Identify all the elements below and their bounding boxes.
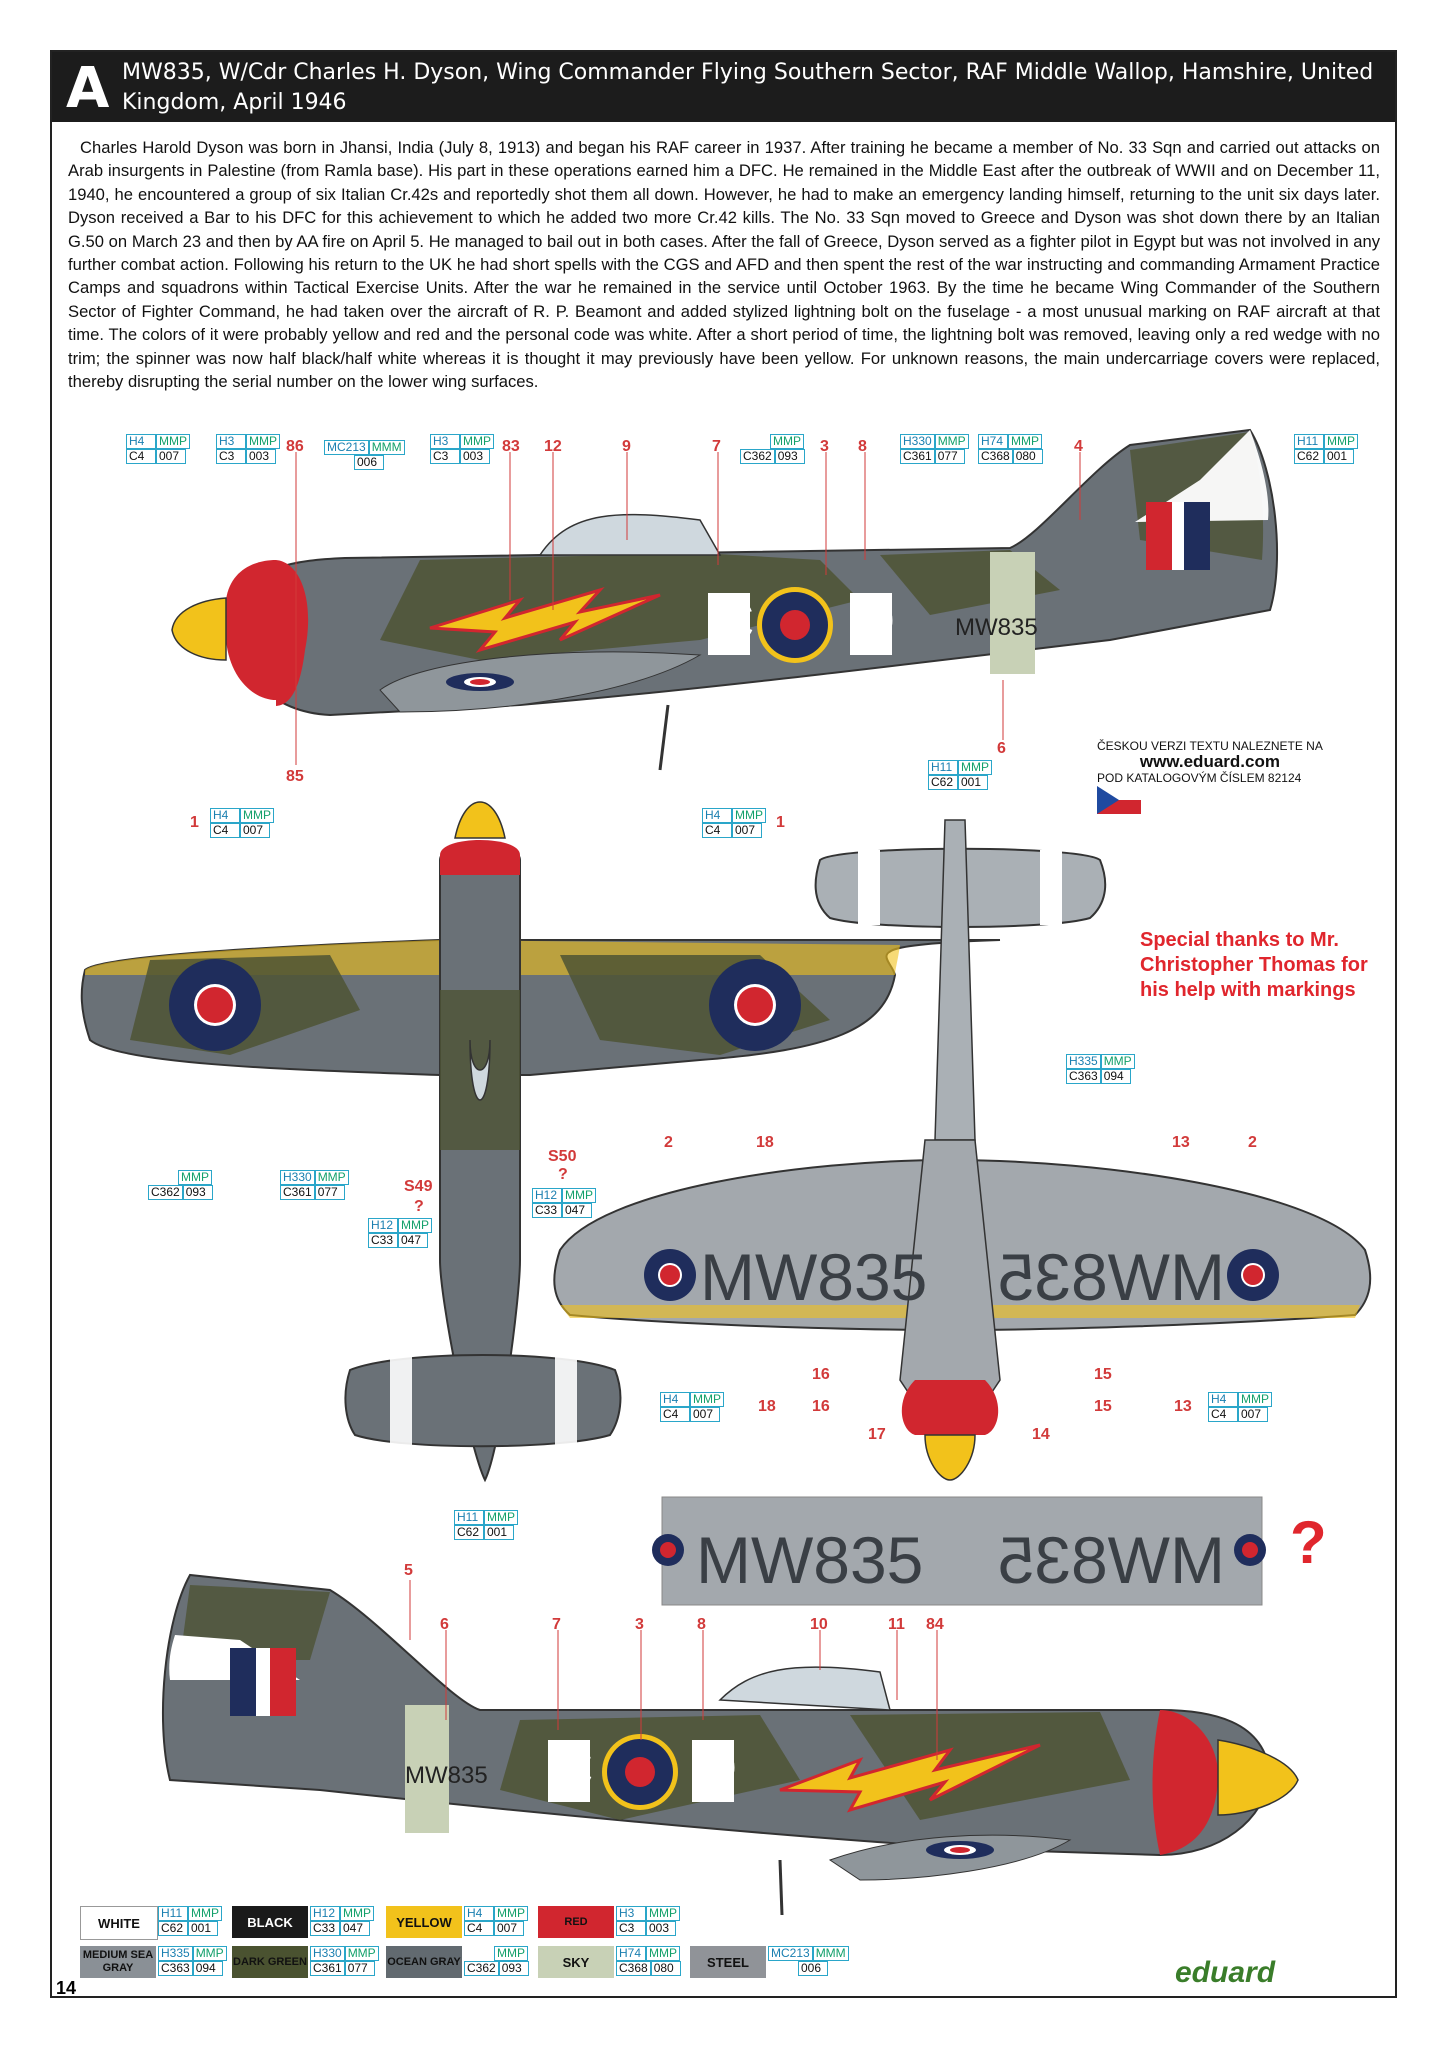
scheme-letter: A: [66, 56, 110, 121]
marking-number: 13: [1174, 1398, 1192, 1415]
marking-number: 14: [1032, 1426, 1050, 1443]
marking-number: 8: [858, 438, 867, 455]
special-thanks: Special thanks to Mr. Christopher Thomas for his help with markings: [1140, 929, 1368, 1001]
marking-number: ?: [414, 1198, 424, 1215]
marking-number: 1: [190, 814, 199, 831]
marking-number: 16: [812, 1398, 830, 1415]
marking-number: 5: [404, 1562, 413, 1579]
marking-number: 6: [997, 740, 1006, 757]
paint-callout: H11 MMP C62 001: [454, 1510, 518, 1540]
marking-number: 15: [1094, 1366, 1112, 1383]
marking-number: S49: [404, 1178, 433, 1195]
fuselage-serial-top: MW835: [955, 614, 1038, 641]
paint-callout: H330 MMP C361 077: [280, 1170, 349, 1200]
underwing-serial-left: MW835: [700, 1240, 928, 1314]
code-letter-left-top: C: [712, 589, 754, 654]
underwing-serial-right: MW835: [997, 1240, 1225, 1314]
marking-number: 12: [544, 438, 562, 455]
paint-callout: H330 MMP C361 077: [900, 434, 969, 464]
marking-number: ?: [558, 1166, 568, 1183]
marking-number: 7: [712, 438, 721, 455]
marking-number: 9: [622, 438, 631, 455]
marking-number: 2: [664, 1134, 673, 1151]
paint-callout: H11 MMP C62 001: [928, 760, 992, 790]
marking-number: S50: [548, 1148, 577, 1165]
code-letter-right-top: D: [853, 589, 895, 654]
strip-serial-right: MW835: [997, 1523, 1225, 1597]
question-mark: ?: [1290, 1509, 1327, 1576]
marking-number: 18: [756, 1134, 774, 1151]
strip-serial-left: MW835: [696, 1523, 924, 1597]
code-letter-right-bottom: D: [695, 1736, 737, 1801]
paint-callout: H4 MMP C4 007: [660, 1392, 724, 1422]
paint-callout: H4 MMP C4 007: [702, 808, 766, 838]
paint-callout: H12 MMP C33 047: [368, 1218, 432, 1248]
marking-number: 3: [820, 438, 829, 455]
paint-callout: H335 MMP C363 094: [1066, 1054, 1135, 1084]
marking-number: 7: [552, 1616, 561, 1633]
paint-callout: MC213 MMM 006: [324, 440, 405, 470]
paint-callout: H3 MMP C3 003: [216, 434, 280, 464]
marking-number: 10: [810, 1616, 828, 1633]
paint-callout: H4 MMP C4 007: [1208, 1392, 1272, 1422]
marking-number: 6: [440, 1616, 449, 1633]
paint-callout: MMP C362 093: [740, 434, 805, 464]
paint-callout: H4 MMP C4 007: [210, 808, 274, 838]
page-number: 14: [56, 1978, 77, 1998]
paint-callout: H11 MMP C62 001: [1294, 434, 1358, 464]
marking-number: 3: [635, 1616, 644, 1633]
marking-number: 84: [926, 1616, 944, 1633]
serial-detail-strip: [652, 1497, 1266, 1605]
marking-number: 86: [286, 438, 304, 455]
eduard-logo: eduard: [1175, 1956, 1276, 1989]
marking-number: 85: [286, 768, 304, 785]
czech-flag-icon: [1097, 786, 1141, 814]
eduard-link[interactable]: www.eduard.com: [1139, 752, 1280, 771]
marking-number: 8: [697, 1616, 706, 1633]
pilot-biography: Charles Harold Dyson was born in Jhansi, India (July 8, 1913) and began his RAF career in 1937. After training he became a member of No. 33 Sqn and carried out attacks on Arab insurgents in Palestine (from Ramla base). His part in these operations earned him a DFC. He remained in the Middle East after the outbreak of WWII and on December 11, 1940, he encountered a group of six Italian Cr.42s and reportedly shot them all down. However, he had to make an emergency landing himself, returning to the unit six days later. Dyson received a Bar to his DFC for this achievement to which he added two more Cr.42 kills. The No. 33 Sqn moved to Greece and Dyson was shot down there by an Italian G.50 on March 23 and then by AA fire on April 5. He managed to bail out in both cases. After the fall of Greece, Dyson served as a fighter pilot in Egypt but was not involved in any further combat action. Following his return to the UK he had short spells with the CGS and AFD and then spent the rest of the war instructing and commanding Armament Practice Camps and squadrons within Tactical Exercise Units. After the war he remained in the service until October 1963. By the time he became Wing Commander of the Southern Sector of Fighter Command, he had taken over the aircraft of R. P. Beamont and added stylized lightning bolt on the fuselage - a most unusual marking on RAF aircraft at that time. The colors of it were probably yellow and red and the personal code was white. After a short period of time, the lightning bolt was removed, leaving only a red wedge with no trim; the spinner was now half black/half white whereas it is thought it may previously have been yellow. For unknown reasons, the main undercarriage covers were replaced, thereby disrupting the serial number on the lower wing surfaces.: [68, 138, 1380, 392]
marking-number: 83: [502, 438, 520, 455]
marking-number: 13: [1172, 1134, 1190, 1151]
paint-callout: H74 MMP C368 080: [978, 434, 1043, 464]
code-letter-left-bottom: C: [551, 1736, 593, 1801]
paint-callout: H3 MMP C3 003: [430, 434, 494, 464]
marking-number: 11: [888, 1616, 905, 1633]
fuselage-serial-bottom: MW835: [405, 1762, 488, 1789]
scheme-title: MW835, W/Cdr Charles H. Dyson, Wing Commander Flying Southern Sector, RAF Middle Wallop, Hamshire, United Kingdom, April 1946: [122, 60, 1374, 115]
marking-number: 18: [758, 1398, 776, 1415]
plan-view-lower: [554, 1140, 1370, 1480]
marking-number: 4: [1074, 438, 1083, 455]
marking-number: 15: [1094, 1398, 1112, 1415]
paint-callout: MMP C362 093: [148, 1170, 213, 1200]
marking-number: 17: [868, 1426, 886, 1443]
marking-number: 16: [812, 1366, 830, 1383]
marking-number: 2: [1248, 1134, 1257, 1151]
paint-callout: H4 MMP C4 007: [126, 434, 190, 464]
marking-number: 1: [776, 814, 785, 831]
paint-callout: H12 MMP C33 047: [532, 1188, 596, 1218]
czech-note: ČESKOU VERZI TEXTU NALEZNETE NA www.eduard.com POD KATALOGOVÝM ČÍSLEM 82124: [1097, 738, 1323, 818]
